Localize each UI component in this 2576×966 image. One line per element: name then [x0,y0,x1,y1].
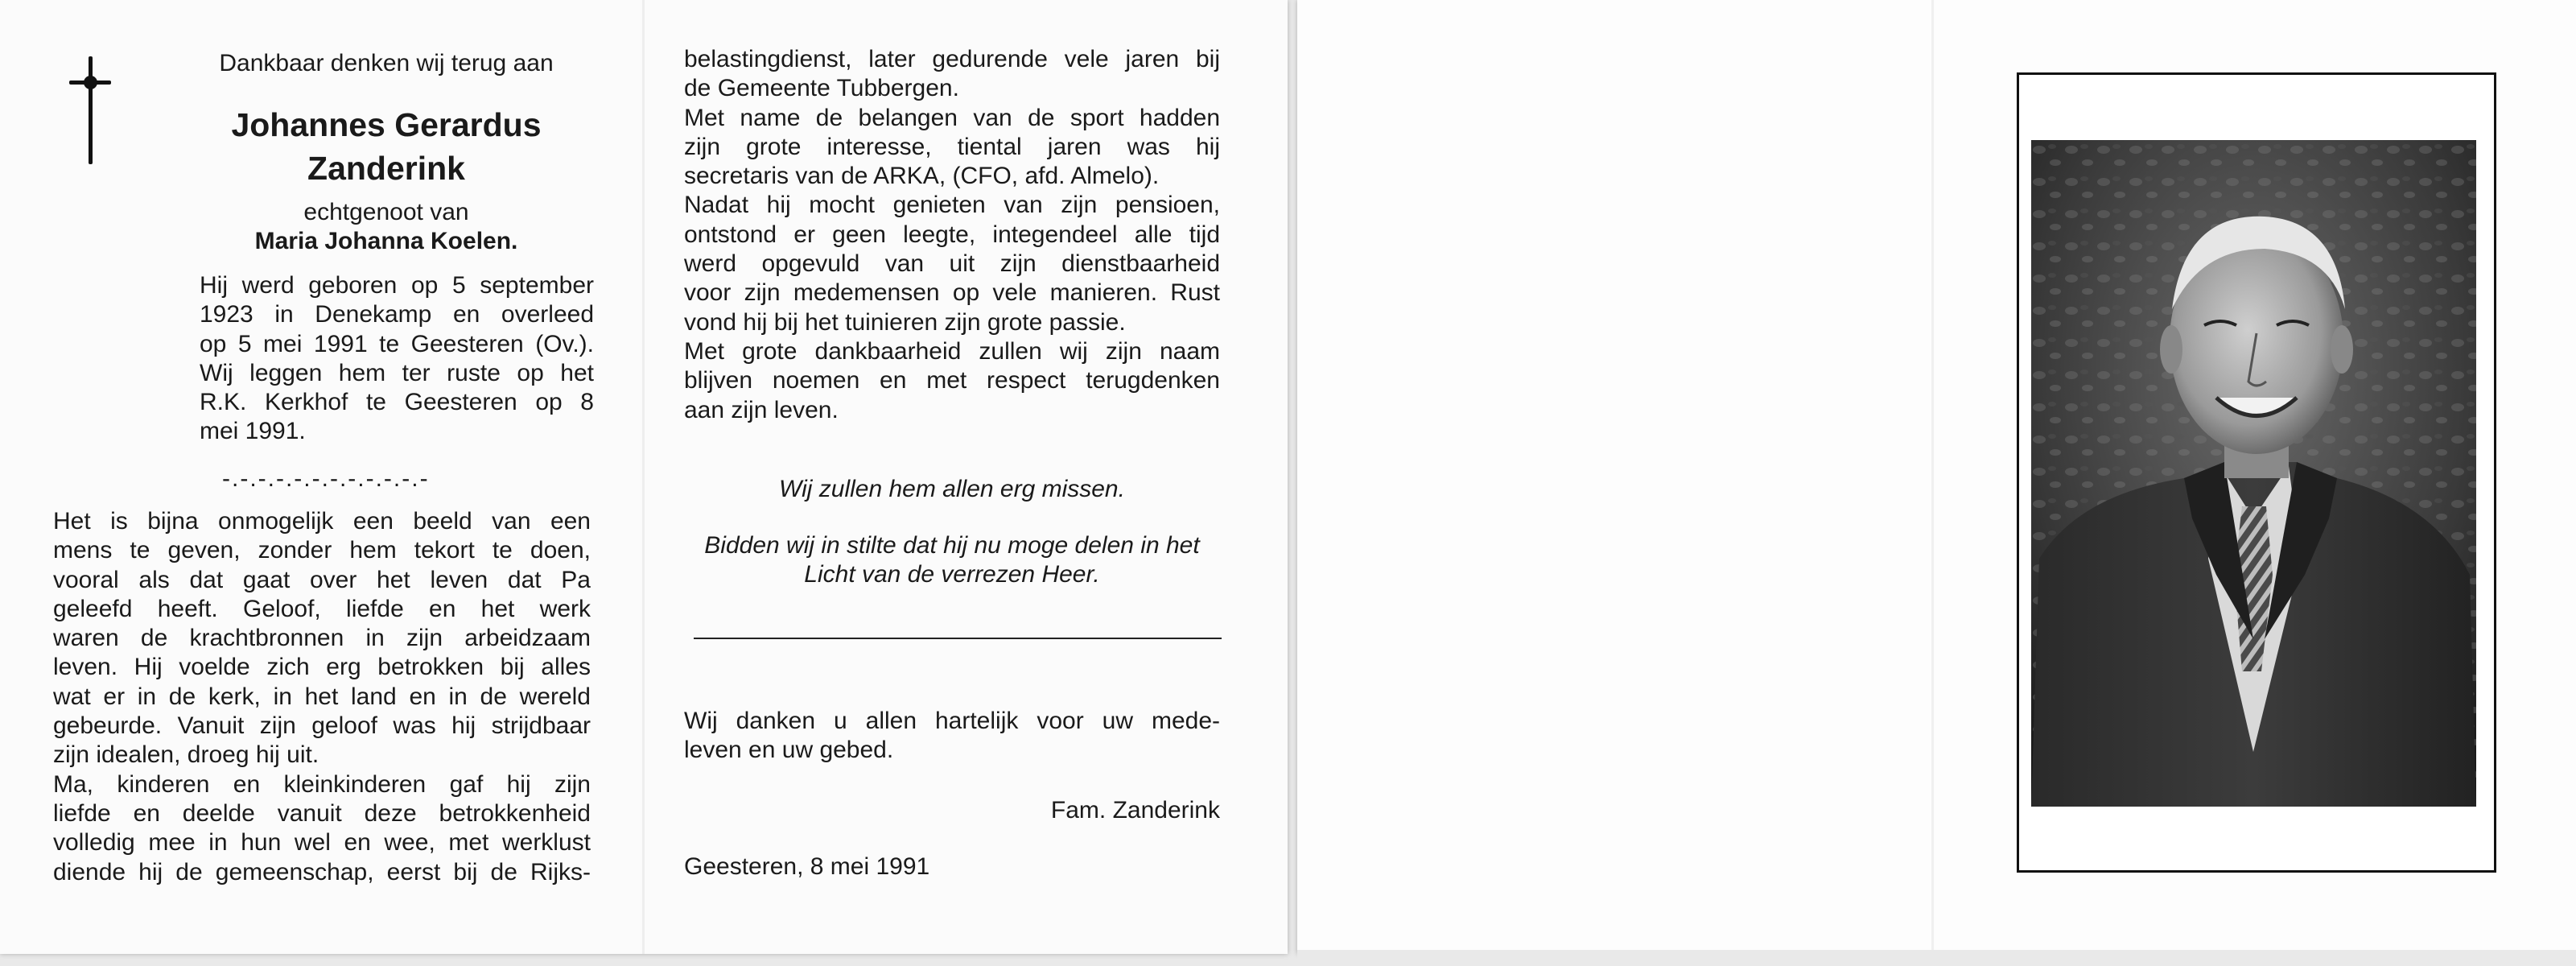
divider-line [694,638,1222,639]
biography-part-1 [53,507,591,887]
text-line: Wij danken u allen hartelijk voor uw mede- [684,708,1220,734]
text-line: blijven noemen en met respect terugdenken [684,367,1220,394]
portrait-photo [2031,140,2476,807]
text-line: gebeurde. Vanuit zijn geloof was hij strijdbaar [53,712,591,740]
text-line: vooral als dat gaat over het leven dat Pa [53,566,591,593]
text-line: belastingdienst, later gedurende vele jaren bij [684,46,1220,72]
text-line: ontstond er geen leegte, integendeel alle tijd [684,221,1220,248]
signature: Fam. Zanderink [1050,797,1220,824]
text-line: aan zijn leven. [684,396,839,423]
card-fold [642,0,645,954]
text-line: Hij werd geboren op 5 september [200,272,594,299]
card-fold [1931,0,1934,954]
spouse-name: Maria Johanna Koelen. [254,228,518,254]
bottom-edge [1297,950,2576,966]
text-line: waren de krachtbronnen in zijn arbeidzaam [53,625,591,652]
text-line: leven en uw gebed. [684,737,894,764]
text-line: secretaris van de ARKA, (CFO, afd. Almelo). [684,163,1160,190]
text-line: Ma, kinderen en kleinkinderen gaf hij zijn [53,770,591,798]
text-line: 1923 in Denekamp en overleed [200,301,594,328]
text-line: op 5 mei 1991 te Geesteren (Ov.). [200,330,594,357]
separator: -.-.-.-.-.-.-.-.-.-.-.- [222,465,430,492]
prayer-line-1: Bidden wij in stilte dat hij nu moge delen in het [704,532,1200,559]
biography-part-2 [684,45,1220,425]
text-line: zijn idealen, droeg hij uit. [53,741,319,769]
text-line: werd opgevuld van uit zijn dienstbaarheid [684,250,1220,278]
text-line: Het is bijna onmogelijk een beeld van een [53,508,591,535]
text-line: zijn grote interesse, tiental jaren was hij [684,133,1220,160]
missen-line: Wij zullen hem allen erg missen. [779,476,1125,502]
text-line: Met grote dankbaarheid zullen wij zijn naam [684,337,1220,365]
prayer-line-2: Licht van de verrezen Heer. [804,561,1100,588]
thanks-paragraph [684,707,1220,766]
text-line: geleefd heeft. Geloof, liefde en het werk [53,595,591,622]
name-line-2: Zanderink [307,150,465,187]
text-line: volledig mee in hun wel en wee, met werklust [53,829,591,857]
text-line: liefde en deelde vanuit deze betrokkenheid [53,799,591,827]
dedication: Dankbaar denken wij terug aan [219,50,554,76]
text-line: voor zijn medemensen op vele manieren. Rust [684,279,1220,307]
text-line: diende hij de gemeenschap, eerst bij de Rijks- [53,858,591,886]
text-line: R.K. Kerkhof te Geesteren op 8 [200,389,594,416]
text-line: de Gemeente Tubbergen. [684,75,959,102]
text-line: vond hij bij het tuinieren zijn grote passie. [684,308,1126,336]
text-line: leven. Hij voelde zich erg betrokken bij alles [53,654,591,681]
text-line: Nadat hij mocht genieten van zijn pensioen, [684,192,1220,219]
text-line: Wij leggen hem ter ruste op het [200,359,594,386]
name-line-1: Johannes Gerardus [231,106,542,143]
text-line: mei 1991. [200,418,306,445]
birth-paragraph [200,271,594,447]
text-line: mens te geven, zonder hem tekort te doen, [53,537,591,564]
spouse-intro: echtgenoot van [303,199,469,225]
place-date: Geesteren, 8 mei 1991 [684,853,930,880]
prayer [684,531,1220,589]
text-line: Met name de belangen van de sport hadden [684,104,1220,131]
cross-icon [58,56,122,169]
deceased-name [161,103,612,190]
text-line: wat er in de kerk, in het land en in de wereld [53,683,591,710]
